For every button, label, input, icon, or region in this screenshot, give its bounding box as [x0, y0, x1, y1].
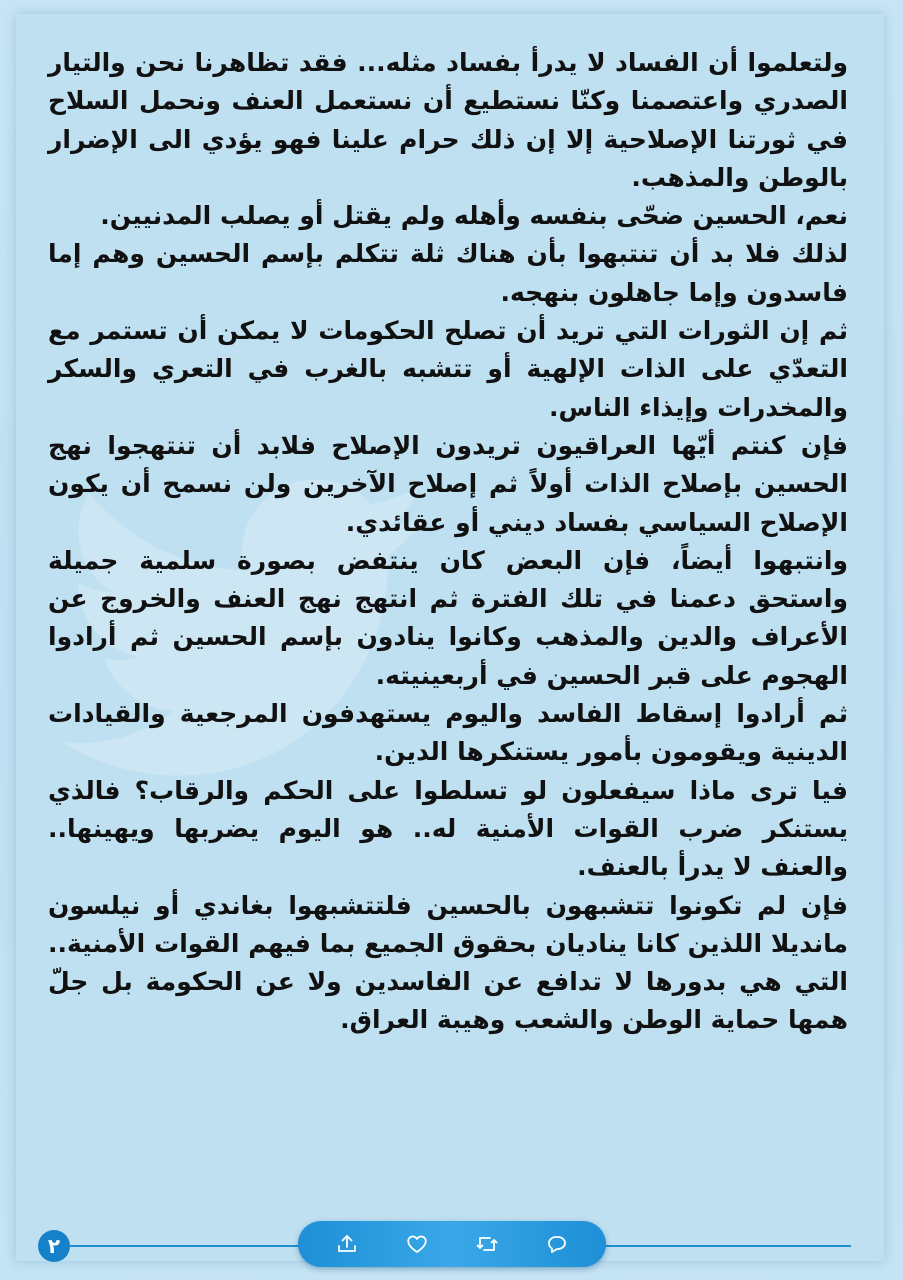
heart-icon[interactable] — [404, 1231, 430, 1257]
share-icon[interactable] — [334, 1231, 360, 1257]
article-body — [48, 44, 848, 1040]
paragraph-7: ثم أرادوا إسقاط الفاسد واليوم يستهدفون المرجعية والقيادات الدينية ويقومون بأمور يستنكرها الدين. — [48, 699, 848, 767]
paragraph-5: فإن كنتم أيّها العراقيون تريدون الإصلاح فلابد أن تنتهجوا نهج الحسين بإصلاح الذات أولاً ثم إصلاح الآخرين ولن نسمح أن يكون الإصلاح السياسي بفساد ديني أو عقائدي. — [48, 430, 848, 537]
reply-icon[interactable] — [544, 1231, 570, 1257]
retweet-icon[interactable] — [474, 1231, 500, 1257]
page-number-badge: ٢ — [38, 1230, 70, 1262]
paragraph-3: لذلك فلا بد أن تنتبهوا بأن هناك ثلة تتكلم بإسم الحسين وهم إما فاسدون وإما جاهلون بنهجه. — [48, 239, 848, 307]
tweet-action-bar — [298, 1221, 606, 1267]
paragraph-6: وانتبهوا أيضاً، فإن البعض كان ينتفض بصورة سلمية جميلة واستحق دعمنا في تلك الفترة ثم انتهج نهج العنف والخروج عن الأعراف والدين والمذهب وكانوا ينادون بإسم الحسين ثم أرادوا الهجوم على قبر الحسين في أربعينيته. — [48, 545, 848, 690]
paragraph-1: ولتعلموا أن الفساد لا يدرأ بفساد مثله... فقد تظاهرنا نحن والتيار الصدري واعتصمنا وكنّا نستطيع أن نستعمل العنف ونحمل السلاح في ثورتنا الإصلاحية إلا إن ذلك حرام علينا فهو يؤدي الى الإضرار بالوطن والمذهب. — [48, 48, 848, 192]
paragraph-2: نعم، الحسين ضحّى بنفسه وأهله ولم يقتل أو يصلب المدنيين. — [100, 201, 848, 231]
paragraph-9: فإن لم تكونوا تتشبهون بالحسين فلتتشبهوا بغاندي أو نيلسون مانديلا اللذين كانا ينادیان بحقوق الجميع بما فيهم القوات الأمنية.. التي هي بدورها لا تدافع عن الفاسدين ولا عن الحكومة بل جلّ همها حماية الوطن والشعب وهيبة العراق. — [48, 890, 848, 1035]
paragraph-8: فيا ترى ماذا سيفعلون لو تسلطوا على الحكم والرقاب؟ فالذي يستنكر ضرب القوات الأمنية له.. هو اليوم يضربها ويهينها.. والعنف لا يدرأ بالعنف. — [48, 775, 848, 882]
paragraph-4: ثم إن الثورات التي تريد أن تصلح الحكومات لا يمكن أن تستمر مع التعدّي على الذات الإلهية أو تتشبه بالغرب في التعري والسكر والمخدرات وإيذاء الناس. — [48, 316, 848, 422]
